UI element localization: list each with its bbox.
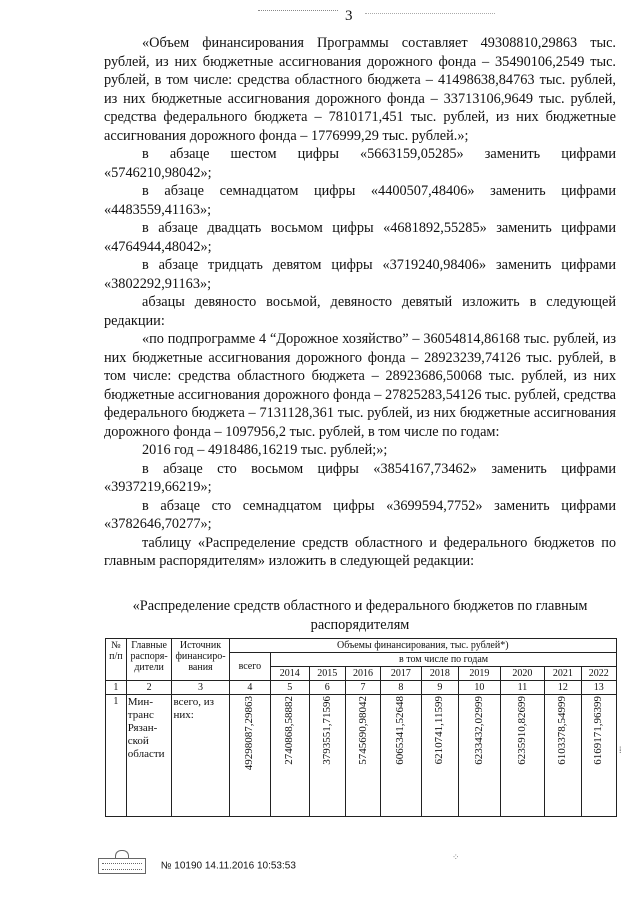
paragraph: «Объем финансирования Программы составляет 49308810,29863 тыс. рублей, из них бюджетные ассигнования дорожного фонда – 35490106,2549 тыс. рублей, в том числе: средства областного бюджета – 41498638,84763 тыс. рублей, из них бюджетные ассигнования дорожного фонда – 33713106,9649 тыс. рублей, средства федерального бюджета – 7810171,451 тыс. рублей, из них бюджетные ассигнования дорожного фонда – 1776999,29 тыс. рублей.»;: [104, 35, 616, 144]
row-total: 49298087,29863: [243, 696, 256, 771]
registry-stamp-icon: [98, 858, 146, 874]
header-year: 2014: [271, 667, 309, 681]
top-rule-right: [365, 13, 495, 14]
top-rule-left: [258, 10, 338, 11]
row-manager: Мин-транс Рязан-ской области: [126, 695, 172, 817]
header-year: 2020: [500, 667, 545, 681]
row-year-value: 6103378,54999: [556, 696, 569, 765]
row-year-value: 6233432,02999: [472, 696, 485, 765]
margin-mark: ⁞: [619, 745, 622, 755]
paragraph: в абзаце двадцать восьмом цифры «4681892,55285» заменить цифрами «4764944,48042»;: [104, 220, 616, 255]
page-number: 3: [345, 8, 353, 24]
header-total: всего: [229, 653, 271, 681]
column-number: 11: [500, 681, 545, 695]
column-number: 9: [421, 681, 458, 695]
column-number: 6: [309, 681, 345, 695]
column-number: 10: [459, 681, 501, 695]
column-number: 13: [581, 681, 616, 695]
row-year-value: 6065341,52648: [394, 696, 407, 765]
paragraph: в абзаце семнадцатом цифры «4400507,48406» заменить цифрами «4483559,41163»;: [104, 183, 616, 218]
column-number: 3: [172, 681, 229, 695]
paragraph: 2016 год – 4918486,16219 тыс. рублей;»;: [142, 442, 388, 458]
row-year-value: 6210741,11599: [433, 696, 446, 765]
paragraph: в абзаце шестом цифры «5663159,05285» заменить цифрами «5746210,98042»;: [104, 146, 616, 181]
header-year: 2018: [421, 667, 458, 681]
row-source: всего, из них:: [172, 695, 229, 817]
header-year: 2016: [345, 667, 380, 681]
column-number: 1: [106, 681, 127, 695]
paragraph: в абзаце тридцать девятом цифры «3719240,98406» заменить цифрами «3802292,91163»;: [104, 257, 616, 292]
column-number: 5: [271, 681, 309, 695]
column-number-row: [106, 681, 617, 695]
paragraph: в абзаце сто семнадцатом цифры «3699594,7752» заменить цифрами «3782646,70277»;: [104, 497, 616, 532]
paragraph: «по подпрограмме 4 “Дорожное хозяйство” – 36054814,86168 тыс. рублей, из них бюджетные ассигнования дорожного фонда – 28923239,74126 тыс. рублей, в том числе: средства областного бюджета – 28923686,50068 тыс. рублей, из них бюджетные ассигнования дорожного фонда – 27825283,54126 тыс. рублей, средства федерального бюджета – 7131128,361 тыс. рублей, из них бюджетные ассигнования дорожного фонда – 1097956,2 тыс. рублей, в том числе по годам:: [104, 331, 616, 440]
column-number: 7: [345, 681, 380, 695]
header-source: Источник финансиро-вания: [172, 639, 229, 681]
header-num: № п/п: [106, 639, 127, 681]
row-year-value: 3793551,71596: [320, 696, 333, 765]
table-row: [106, 695, 617, 817]
document-body: [104, 34, 616, 571]
column-number: 4: [229, 681, 271, 695]
header-row: [106, 639, 617, 653]
header-year: 2017: [381, 667, 422, 681]
column-number: 12: [545, 681, 581, 695]
row-year-value: 5745690,98042: [356, 696, 369, 765]
row-year-value: 2740868,58882: [283, 696, 296, 765]
row-num: 1: [106, 695, 127, 817]
table-title: «Распределение средств областного и федерального бюджетов по главным распорядителям: [132, 598, 588, 633]
paragraph: таблицу «Распределение средств областного и федерального бюджетов по главным распорядителям» изложить в следующей редакции:: [104, 534, 616, 569]
row-year-value: 6169171,96399: [592, 696, 605, 765]
header-year: 2015: [309, 667, 345, 681]
paragraph: в абзаце сто восьмом цифры «3854167,73462» заменить цифрами «3937219,66219»;: [104, 460, 616, 495]
footer: [98, 858, 296, 874]
row-year-value: 6235910,82699: [515, 696, 528, 765]
header-year: 2022: [581, 667, 616, 681]
paragraph: абзацы девяносто восьмой, девяносто девятый изложить в следующей редакции:: [104, 294, 616, 329]
document-reference: № 10190 14.11.2016 10:53:53: [160, 860, 296, 872]
column-number: 8: [381, 681, 422, 695]
distribution-table: [105, 638, 617, 817]
header-year: 2019: [459, 667, 501, 681]
header-volumes: Объемы финансирования, тыс. рублей*): [229, 639, 616, 653]
header-managers: Главные распоря-дители: [126, 639, 172, 681]
header-by-years: в том числе по годам: [271, 653, 617, 667]
header-year: 2021: [545, 667, 581, 681]
scan-mark: ⁘: [452, 852, 460, 862]
column-number: 2: [126, 681, 172, 695]
